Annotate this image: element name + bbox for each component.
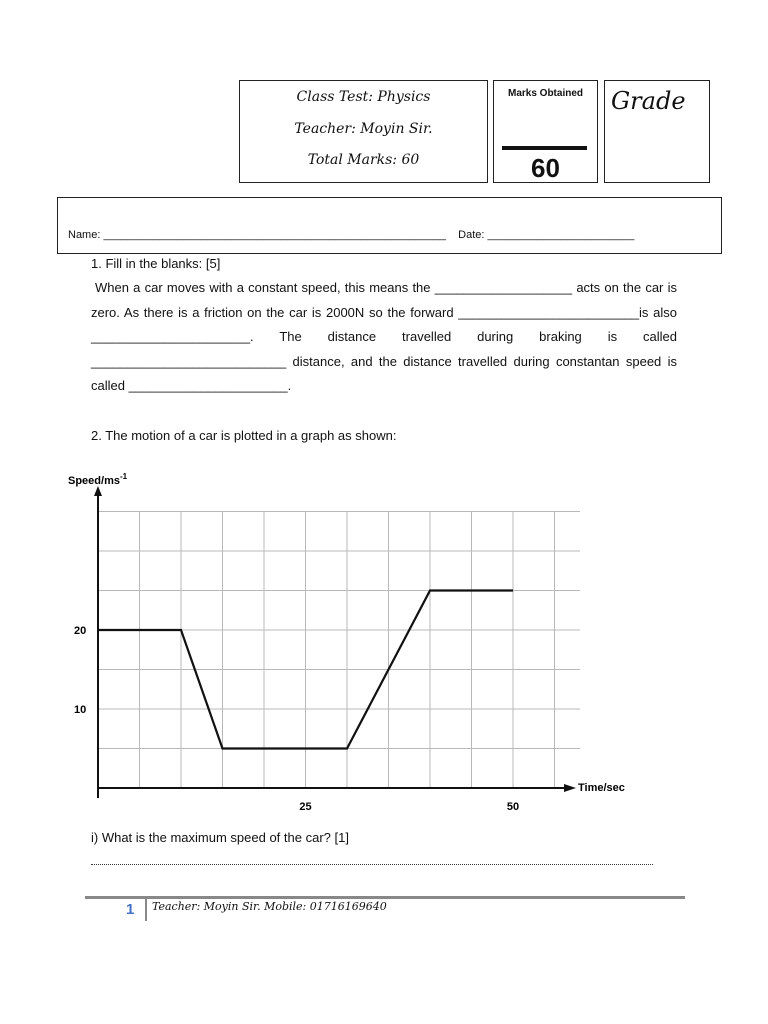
x-tick-label: 25 (299, 801, 312, 813)
total-marks: Total Marks: 60 (307, 152, 420, 168)
y-tick-label: 10 (74, 704, 87, 716)
graph-grid (98, 511, 580, 788)
answer-line[interactable] (91, 864, 653, 865)
teacher-name: Teacher: Moyin Sir. (294, 121, 433, 137)
y-axis-arrow (94, 486, 102, 496)
x-axis-label: Time/sec (578, 782, 625, 794)
name-label: Name: ________________________________________________________ (68, 229, 447, 241)
footer-text: Teacher: Moyin Sir. Mobile: 01716169640 (152, 900, 387, 913)
q1-heading: 1. Fill in the blanks: [5] (91, 256, 221, 271)
date-label: Date: ________________________ (458, 229, 635, 241)
y-tick-label: 20 (74, 625, 87, 637)
y-axis-label-text: Speed/ms (68, 475, 120, 487)
graph-ticks (74, 625, 519, 813)
graph-axes (94, 486, 576, 798)
q2-heading: 2. The motion of a car is plotted in a graph as shown: (91, 428, 397, 443)
q2i-text: i) What is the maximum speed of the car? [1] (91, 830, 349, 845)
test-title: Class Test: Physics (296, 89, 431, 105)
q1-text: When a car moves with a constant speed, this means the ___________________ acts on the car is zero. As there is a friction on the car is 2000N so the forward _________________________is also ______________________. The distance travelled during braking is called ___________________________ distance, and the distance travelled during constantan speed is called ______________________. (91, 280, 677, 393)
y-axis-label-superscript: -1 (119, 472, 128, 481)
grade-label: Grade (611, 87, 686, 115)
y-axis-label (68, 472, 128, 487)
marks-obtained-label: Marks Obtained (507, 88, 584, 99)
x-tick-label: 50 (506, 801, 520, 813)
x-axis-arrow (564, 784, 576, 792)
page-number: 1 (126, 901, 135, 918)
footer-divider (145, 899, 147, 921)
marks-value: 60 (531, 153, 560, 183)
footer-rule (85, 896, 685, 899)
